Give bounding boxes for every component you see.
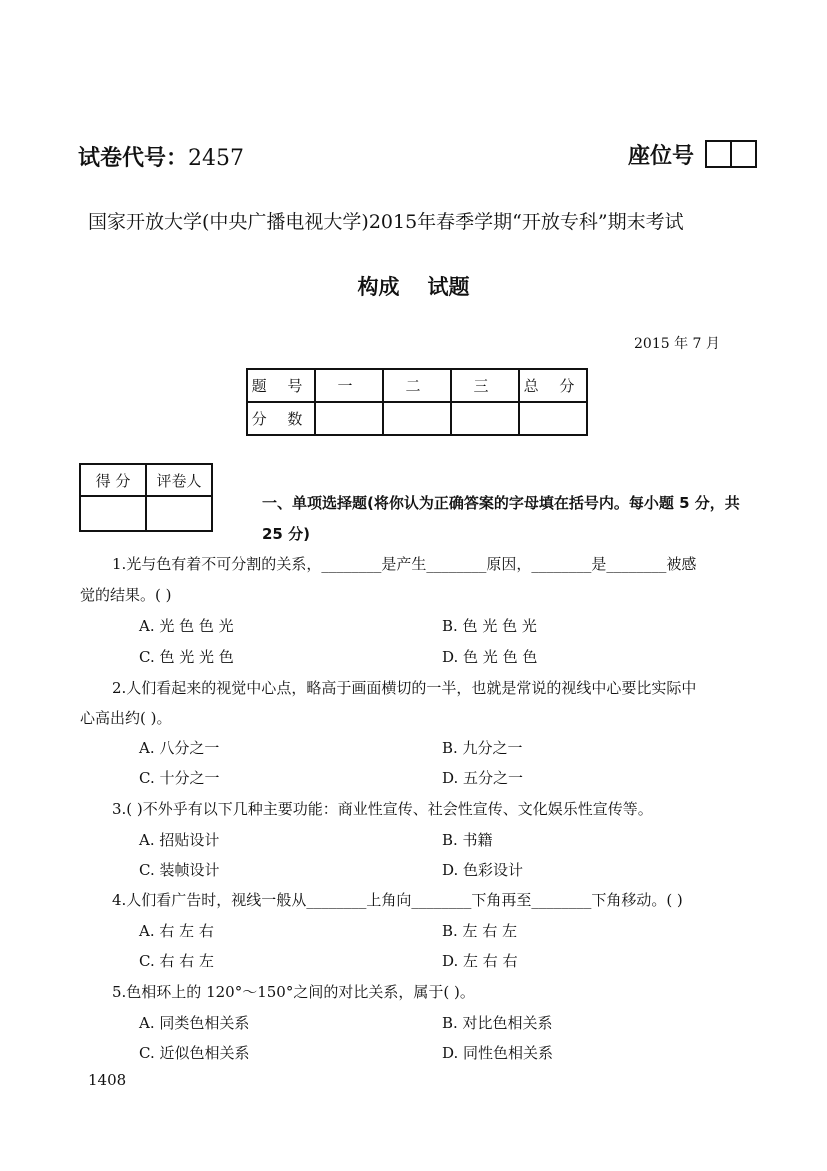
question-5-text: 5.色相环上的 120°～150°之间的对比关系，属于( )。 [112, 983, 475, 1001]
grader-table-header-row [80, 464, 212, 496]
score-cell[interactable] [383, 402, 451, 435]
paper-code [78, 141, 244, 172]
paper-code-label: 试卷代号： [78, 146, 189, 171]
score-table-header: 一 [315, 369, 383, 402]
score-cell[interactable] [315, 402, 383, 435]
question-1-option-a: A. 光 色 色 光 [139, 617, 234, 635]
subject-name: 构成 [357, 275, 400, 299]
question-2-text-cont: 心高出约( )。 [80, 709, 172, 727]
score-cell[interactable] [519, 402, 587, 435]
question-1-option-d: D. 色 光 色 色 [442, 648, 538, 666]
score-table-header: 二 [383, 369, 451, 402]
score-table-header: 总 分 [519, 369, 587, 402]
question-2-option-c: C. 十分之一 [139, 769, 220, 787]
question-5-option-c: C. 近似色相关系 [139, 1044, 250, 1062]
grader-score-label: 得 分 [80, 464, 146, 496]
question-3-option-a: A. 招贴设计 [139, 831, 220, 849]
exam-title: 国家开放大学(中央广播电视大学)2015年春季学期“开放专科”期末考试 [88, 211, 684, 233]
grader-table-input-row [80, 496, 212, 531]
question-5-option-a: A. 同类色相关系 [139, 1014, 250, 1032]
score-row-label: 分 数 [247, 402, 315, 435]
subject-title [0, 271, 827, 301]
question-1-option-b: B. 色 光 色 光 [442, 617, 537, 635]
paper-code-number: 2457 [188, 146, 245, 171]
question-4-text: 4.人们看广告时，视线一般从________上角向________下角再至________下角移动。( ) [112, 891, 683, 909]
grader-name-label: 评卷人 [146, 464, 212, 496]
question-4-option-d: D. 左 右 右 [442, 952, 518, 970]
question-1-text-cont: 觉的结果。( ) [80, 586, 172, 604]
question-4-option-c: C. 右 右 左 [139, 952, 215, 970]
seat-number-label: 座位号 [628, 144, 695, 169]
question-1-text: 1.光与色有着不可分割的关系，________是产生________原因，________是________被感 [112, 555, 697, 573]
score-table-header: 三 [451, 369, 519, 402]
question-3-option-c: C. 装帧设计 [139, 861, 220, 879]
score-table-header-row [247, 369, 587, 402]
score-cell[interactable] [451, 402, 519, 435]
seat-box[interactable] [707, 142, 730, 166]
question-4-option-a: A. 右 左 右 [139, 922, 214, 940]
subject-suffix: 试题 [427, 275, 470, 299]
question-1-option-c: C. 色 光 光 色 [139, 648, 234, 666]
seat-box[interactable] [730, 142, 755, 166]
question-5-option-d: D. 同性色相关系 [442, 1044, 554, 1062]
page-number: 1408 [88, 1071, 127, 1089]
question-3-option-b: B. 书籍 [442, 831, 493, 849]
question-2-option-a: A. 八分之一 [139, 739, 220, 757]
score-table [246, 368, 588, 436]
grader-score-cell[interactable] [80, 496, 146, 531]
question-2-option-b: B. 九分之一 [442, 739, 523, 757]
exam-date: 2015 年 7 月 [634, 336, 720, 352]
question-3-text: 3.( )不外乎有以下几种主要功能：商业性宣传、社会性宣传、文化娱乐性宣传等。 [112, 800, 653, 818]
question-2-text: 2.人们看起来的视觉中心点，略高于画面横切的一半，也就是常说的视线中心要比实际中 [112, 679, 697, 697]
seat-number-boxes[interactable] [705, 140, 757, 168]
grader-table [79, 463, 213, 532]
section-title: 一、单项选择题(将你认为正确答案的字母填在括号内。每小题 5 分，共 25 分) [262, 494, 740, 543]
question-5-option-b: B. 对比色相关系 [442, 1014, 553, 1032]
score-table-header: 题 号 [247, 369, 315, 402]
grader-name-cell[interactable] [146, 496, 212, 531]
score-table-score-row [247, 402, 587, 435]
question-4-option-b: B. 左 右 左 [442, 922, 518, 940]
question-3-option-d: D. 色彩设计 [442, 861, 524, 879]
question-2-option-d: D. 五分之一 [442, 769, 524, 787]
